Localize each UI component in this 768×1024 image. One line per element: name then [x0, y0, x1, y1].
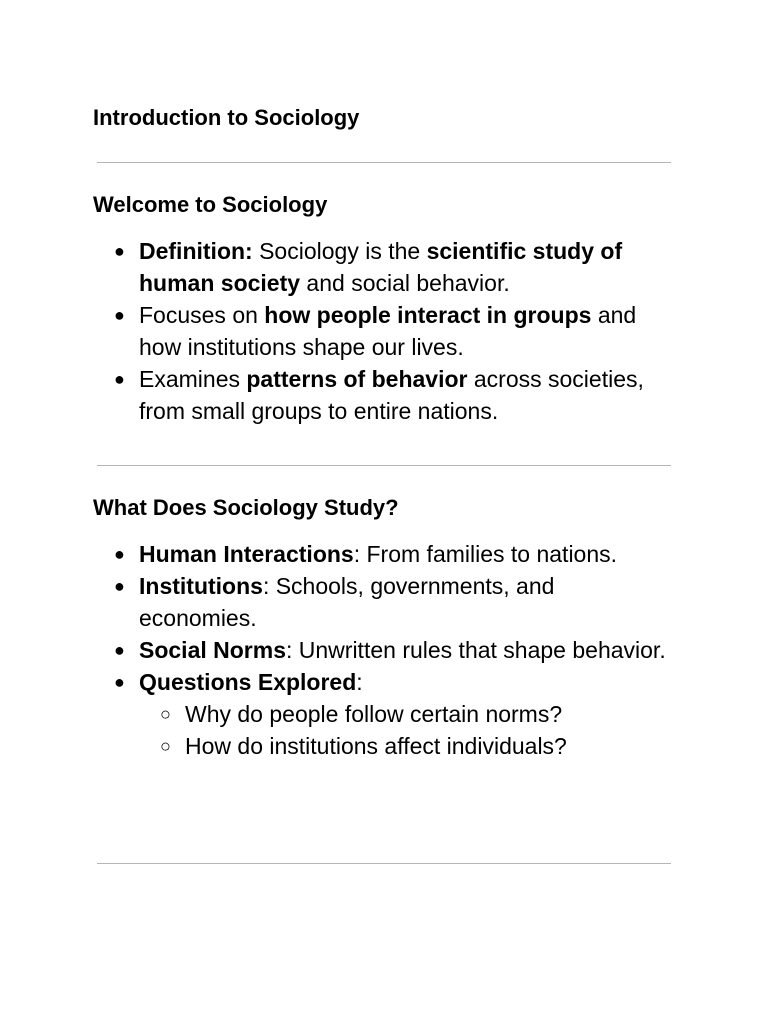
- questions-sublist: [139, 698, 674, 762]
- item-text: across societies, from small groups to entire nations.: [139, 366, 644, 424]
- divider: [97, 863, 671, 864]
- bullet-icon: ●: [114, 544, 125, 564]
- bullet-icon: ●: [114, 369, 125, 389]
- section-heading-welcome: Welcome to Sociology: [93, 192, 328, 217]
- item-label: Definition:: [139, 238, 253, 264]
- sublist-item: [138, 698, 674, 730]
- item-label: Human Interactions: [139, 541, 354, 567]
- item-label: Institutions: [139, 573, 263, 599]
- item-label: Social Norms: [139, 637, 286, 663]
- bullet-icon: ●: [114, 576, 125, 596]
- item-text: :: [356, 669, 363, 695]
- item-text: : From families to nations.: [353, 541, 618, 567]
- sublist-item-text: Why do people follow certain norms?: [185, 701, 563, 727]
- study-list: [114, 538, 674, 762]
- item-text: : Schools, governments, and economies.: [139, 573, 555, 631]
- divider: [97, 465, 671, 466]
- item-emphasis: how people interact in groups: [264, 302, 592, 328]
- item-label: Questions Explored: [139, 669, 357, 695]
- bullet-icon: ●: [114, 241, 125, 261]
- sublist-item-text: How do institutions affect individuals?: [185, 733, 567, 759]
- section-heading-what-study: What Does Sociology Study?: [93, 495, 399, 520]
- list-item: [114, 634, 674, 666]
- bullet-icon: ●: [114, 640, 125, 660]
- list-item: [114, 299, 674, 363]
- item-emphasis: patterns of behavior: [246, 366, 468, 392]
- circle-bullet-icon: ○: [160, 704, 171, 724]
- document-title: Introduction to Sociology: [93, 105, 360, 130]
- item-text: : Unwritten rules that shape behavior.: [286, 637, 666, 663]
- bullet-icon: ●: [114, 305, 125, 325]
- list-item: [114, 666, 674, 762]
- sublist-item: [138, 730, 674, 762]
- item-text: Sociology is the: [252, 238, 427, 264]
- list-item: [114, 538, 674, 570]
- list-item: [114, 570, 674, 634]
- item-emphasis: scientific study of human society: [139, 238, 623, 296]
- item-text: Focuses on: [139, 302, 265, 328]
- item-text: and social behavior.: [300, 270, 510, 296]
- item-text: and how institutions shape our lives.: [139, 302, 637, 360]
- bullet-icon: ●: [114, 672, 125, 692]
- list-item: [114, 363, 674, 427]
- list-item: [114, 235, 674, 299]
- welcome-list: [114, 235, 674, 427]
- circle-bullet-icon: ○: [160, 736, 171, 756]
- item-text: Examines: [139, 366, 247, 392]
- divider: [97, 162, 671, 163]
